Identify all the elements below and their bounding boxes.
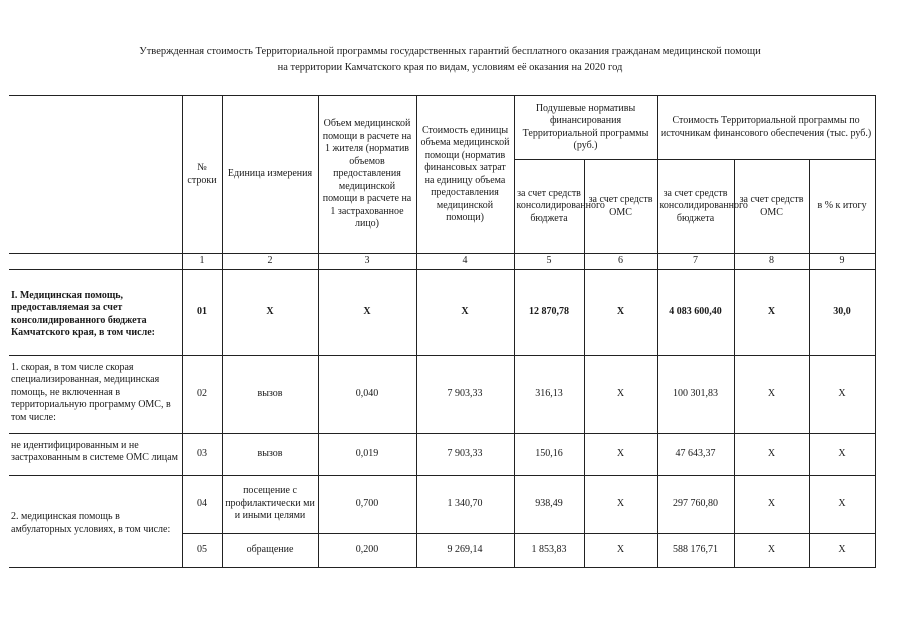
table-row (9, 475, 875, 533)
table-row (9, 355, 875, 433)
header-pc-oms: за счет средств ОМС (584, 160, 657, 254)
row-number: 05 (182, 533, 222, 567)
row-cost-oms: X (734, 433, 809, 475)
table-row (9, 433, 875, 475)
row-cost-oms: X (734, 475, 809, 533)
row-pct: X (809, 475, 875, 533)
row-unit-cost: 1 340,70 (416, 475, 514, 533)
header-name-cell (9, 96, 182, 254)
row-pc-budget: 1 853,83 (514, 533, 584, 567)
header-cost-oms: за счет средств ОМС (734, 160, 809, 254)
row-volume: 0,700 (318, 475, 416, 533)
row-unit-cost: 7 903,33 (416, 433, 514, 475)
row-cost-budget: 4 083 600,40 (657, 269, 734, 355)
row-volume: 0,040 (318, 355, 416, 433)
column-number: 1 (182, 254, 222, 270)
title-line-2: на территории Камчатского края по видам, условиям её оказания на 2020 год (277, 62, 623, 73)
row-pc-budget: 938,49 (514, 475, 584, 533)
row-unit: посещение с профилактически ми и иными целями (222, 475, 318, 533)
row-pc-oms: X (584, 433, 657, 475)
row-unit: вызов (222, 355, 318, 433)
row-cost-budget: 47 643,37 (657, 433, 734, 475)
row-cost-oms: X (734, 269, 809, 355)
column-number: 6 (584, 254, 657, 270)
row-volume: 0,200 (318, 533, 416, 567)
row-cost-budget: 100 301,83 (657, 355, 734, 433)
row-volume: 0,019 (318, 433, 416, 475)
row-pc-budget: 316,13 (514, 355, 584, 433)
header-volume: Объем медицинской помощи в расчете на 1 жителя (норматив объемов предоставления медицинской помощи в расчете на 1 застрахованное лицо) (318, 96, 416, 254)
row-name: I. Медицинская помощь, предоставляемая за счет консолидированного бюджета Камчатского края, в том числе: (9, 269, 182, 355)
row-number: 01 (182, 269, 222, 355)
row-unit: X (222, 269, 318, 355)
column-number: 3 (318, 254, 416, 270)
header-row-no: № строки (182, 96, 222, 254)
table-row (9, 269, 875, 355)
column-number: 5 (514, 254, 584, 270)
document-title (60, 44, 840, 76)
row-unit-cost: 7 903,33 (416, 355, 514, 433)
column-number: 4 (416, 254, 514, 270)
title-line-1: Утвержденная стоимость Территориальной программы государственных гарантий бесплатного оказания гражданам медицинской помощи (139, 46, 761, 57)
column-number: 8 (734, 254, 809, 270)
header-pct: в % к итогу (809, 160, 875, 254)
row-pct: X (809, 355, 875, 433)
row-unit-cost: 9 269,14 (416, 533, 514, 567)
column-number: 9 (809, 254, 875, 270)
row-unit: вызов (222, 433, 318, 475)
row-pct: X (809, 433, 875, 475)
row-pct: 30,0 (809, 269, 875, 355)
column-number-blank (9, 254, 182, 270)
row-cost-oms: X (734, 355, 809, 433)
row-name: 2. медицинская помощь в амбулаторных условиях, в том числе: (9, 475, 182, 567)
row-unit: обращение (222, 533, 318, 567)
row-pc-budget: 12 870,78 (514, 269, 584, 355)
row-pc-oms: X (584, 533, 657, 567)
row-number: 02 (182, 355, 222, 433)
row-name: не идентифицированным и не застрахованным в системе ОМС лицам (9, 433, 182, 475)
column-number: 2 (222, 254, 318, 270)
row-pct: X (809, 533, 875, 567)
row-cost-oms: X (734, 533, 809, 567)
header-pc-budget: за счет средств консолидированного бюджета (514, 160, 584, 254)
row-pc-oms: X (584, 475, 657, 533)
column-number: 7 (657, 254, 734, 270)
header-per-capita: Подушевые нормативы финансирования Территориальной программы (руб.) (514, 96, 657, 160)
row-pc-oms: X (584, 355, 657, 433)
cost-table (9, 95, 876, 568)
row-cost-budget: 588 176,71 (657, 533, 734, 567)
row-cost-budget: 297 760,80 (657, 475, 734, 533)
header-unit-cost: Стоимость единицы объема медицинской помощи (норматив финансовых затрат на единицу объема предоставления медицинской помощи) (416, 96, 514, 254)
row-pc-budget: 150,16 (514, 433, 584, 475)
row-volume: X (318, 269, 416, 355)
row-unit-cost: X (416, 269, 514, 355)
column-numbers-row (9, 254, 875, 270)
header-row-1 (9, 96, 875, 160)
header-unit: Единица измерения (222, 96, 318, 254)
header-cost-by-source: Стоимость Территориальной программы по источникам финансового обеспечения (тыс. руб.) (657, 96, 875, 160)
row-name: 1. скорая, в том числе скорая специализированная, медицинская помощь, не включенная в территориальную программу ОМС, в том числе: (9, 355, 182, 433)
row-number: 04 (182, 475, 222, 533)
row-number: 03 (182, 433, 222, 475)
row-pc-oms: X (584, 269, 657, 355)
header-cost-budget: за счет средств консолидированного бюджета (657, 160, 734, 254)
